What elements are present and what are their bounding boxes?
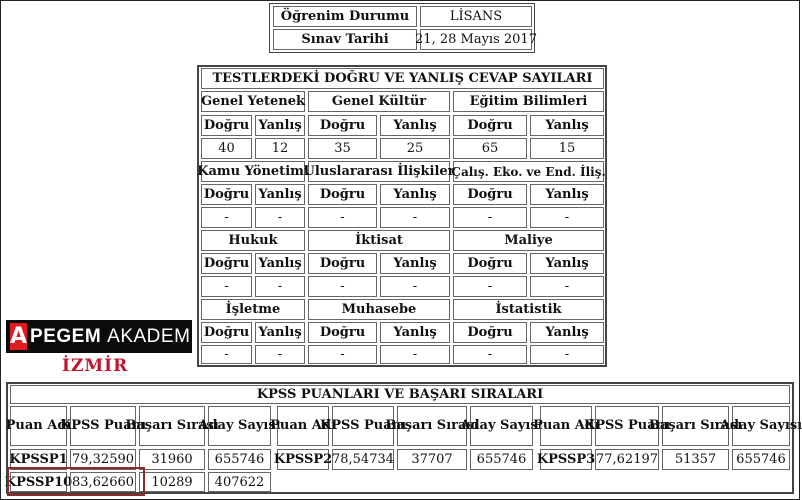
subject-calisma-ekonomisi: Çalış. Eko. ve End. İliş. bbox=[453, 161, 604, 182]
score-value: 77,62197 bbox=[595, 449, 659, 470]
wrong-value: - bbox=[530, 207, 604, 228]
score-name: KPSSP1 bbox=[10, 449, 67, 470]
correct-value: - bbox=[201, 345, 252, 364]
subject-iktisat: İktisat bbox=[308, 230, 450, 251]
header-basari-sirasi: Başarı Sırası bbox=[397, 406, 467, 446]
correct-label: Doğru bbox=[453, 253, 527, 274]
subject-kamu-yonetimi: Kamu Yönetimi bbox=[201, 161, 305, 182]
candidate-count: 407622 bbox=[208, 472, 271, 492]
wrong-value: 12 bbox=[255, 138, 305, 159]
header-kpss-puani: KPSS Puanı bbox=[332, 406, 394, 446]
rank-value: 51357 bbox=[662, 449, 729, 470]
subject-uluslararasi-iliskiler: Uluslararası İlişkiler bbox=[308, 161, 450, 182]
logo-text-akademi: AKADEMİ bbox=[107, 325, 197, 347]
correct-label: Doğru bbox=[201, 184, 252, 205]
wrong-value: - bbox=[380, 345, 450, 364]
subject-genel-yetenek: Genel Yetenek bbox=[201, 91, 305, 112]
correct-label: Doğru bbox=[308, 184, 377, 205]
wrong-label: Yanlış bbox=[530, 253, 604, 274]
wrong-value: - bbox=[380, 207, 450, 228]
correct-value: - bbox=[201, 276, 252, 297]
correct-label: Doğru bbox=[308, 115, 377, 136]
header-aday-sayisi: Aday Sayısı bbox=[470, 406, 533, 446]
correct-value: - bbox=[308, 276, 377, 297]
wrong-value: - bbox=[255, 276, 305, 297]
correct-label: Doğru bbox=[453, 184, 527, 205]
wrong-label: Yanlış bbox=[380, 322, 450, 343]
correct-label: Doğru bbox=[201, 253, 252, 274]
wrong-label: Yanlış bbox=[255, 322, 305, 343]
correct-label: Doğru bbox=[453, 115, 527, 136]
pegem-akademi-logo bbox=[6, 320, 197, 353]
wrong-value: - bbox=[530, 276, 604, 297]
header-puan-adi: Puan Adı bbox=[540, 406, 592, 446]
subject-egitim-bilimleri: Eğitim Bilimleri bbox=[453, 91, 604, 112]
header-aday-sayisi: Aday Sayısı bbox=[208, 406, 271, 446]
correct-value: - bbox=[453, 207, 527, 228]
correct-value: 35 bbox=[308, 138, 377, 159]
correct-label: Doğru bbox=[201, 115, 252, 136]
logo-mark-letter: A bbox=[10, 323, 28, 349]
correct-label: Doğru bbox=[308, 322, 377, 343]
header-basari-sirasi: Başarı Sırası bbox=[662, 406, 729, 446]
correct-label: Doğru bbox=[453, 322, 527, 343]
header-kpss-puani: KPSS Puanı bbox=[595, 406, 659, 446]
exam-date-value: 21, 28 Mayıs 2017 bbox=[420, 29, 532, 50]
logo-city: İZMİR bbox=[62, 356, 129, 376]
exam-date-label: Sınav Tarihi bbox=[273, 29, 417, 50]
logo-text-pegem: PEGEM bbox=[30, 325, 102, 347]
wrong-label: Yanlış bbox=[255, 253, 305, 274]
wrong-value: - bbox=[255, 207, 305, 228]
correct-value: - bbox=[453, 276, 527, 297]
subject-genel-kultur: Genel Kültür bbox=[308, 91, 450, 112]
score-value: 79,32590 bbox=[70, 449, 136, 470]
correct-value: - bbox=[308, 345, 377, 364]
correct-label: Doğru bbox=[201, 322, 252, 343]
correct-value: 40 bbox=[201, 138, 252, 159]
correct-value: - bbox=[201, 207, 252, 228]
wrong-value: - bbox=[380, 276, 450, 297]
header-aday-sayisi: Aday Sayısı bbox=[732, 406, 790, 446]
candidate-count: 655746 bbox=[470, 449, 533, 470]
subject-hukuk: Hukuk bbox=[201, 230, 305, 251]
rank-value: 10289 bbox=[139, 472, 205, 492]
education-value: LİSANS bbox=[420, 6, 532, 27]
kpss-title: KPSS PUANLARI VE BAŞARI SIRALARI bbox=[10, 385, 790, 404]
header-puan-adi: Puan Adı bbox=[10, 406, 67, 446]
score-value: 78,54734 bbox=[332, 449, 394, 470]
wrong-label: Yanlış bbox=[530, 184, 604, 205]
wrong-value: 15 bbox=[530, 138, 604, 159]
wrong-value: - bbox=[530, 345, 604, 364]
wrong-label: Yanlış bbox=[255, 184, 305, 205]
score-name: KPSSP2 bbox=[277, 449, 329, 470]
score-name: KPSSP10 bbox=[10, 472, 67, 492]
correct-label: Doğru bbox=[308, 253, 377, 274]
candidate-count: 655746 bbox=[732, 449, 790, 470]
rank-value: 37707 bbox=[397, 449, 467, 470]
pegem-logo-mark-icon bbox=[10, 323, 27, 350]
subject-isletme: İşletme bbox=[201, 299, 305, 320]
header-puan-adi: Puan Adı bbox=[277, 406, 329, 446]
header-kpss-puani: KPSS Puanı bbox=[70, 406, 136, 446]
wrong-label: Yanlış bbox=[255, 115, 305, 136]
subject-muhasebe: Muhasebe bbox=[308, 299, 450, 320]
candidate-count: 655746 bbox=[208, 449, 271, 470]
wrong-label: Yanlış bbox=[530, 322, 604, 343]
score-name: KPSSP3 bbox=[540, 449, 592, 470]
correct-value: 65 bbox=[453, 138, 527, 159]
wrong-label: Yanlış bbox=[530, 115, 604, 136]
correct-value: - bbox=[453, 345, 527, 364]
wrong-value: 25 bbox=[380, 138, 450, 159]
education-label: Öğrenim Durumu bbox=[273, 6, 417, 27]
subject-maliye: Maliye bbox=[453, 230, 604, 251]
header-basari-sirasi: Başarı Sırası bbox=[139, 406, 205, 446]
highlight-box bbox=[7, 467, 145, 496]
wrong-label: Yanlış bbox=[380, 253, 450, 274]
tests-title: TESTLERDEKİ DOĞRU VE YANLIŞ CEVAP SAYILARI bbox=[201, 68, 604, 89]
wrong-label: Yanlış bbox=[380, 115, 450, 136]
wrong-value: - bbox=[255, 345, 305, 364]
rank-value: 31960 bbox=[139, 449, 205, 470]
subject-istatistik: İstatistik bbox=[453, 299, 604, 320]
correct-value: - bbox=[308, 207, 377, 228]
wrong-label: Yanlış bbox=[380, 184, 450, 205]
score-value: 83,62660 bbox=[70, 472, 136, 492]
